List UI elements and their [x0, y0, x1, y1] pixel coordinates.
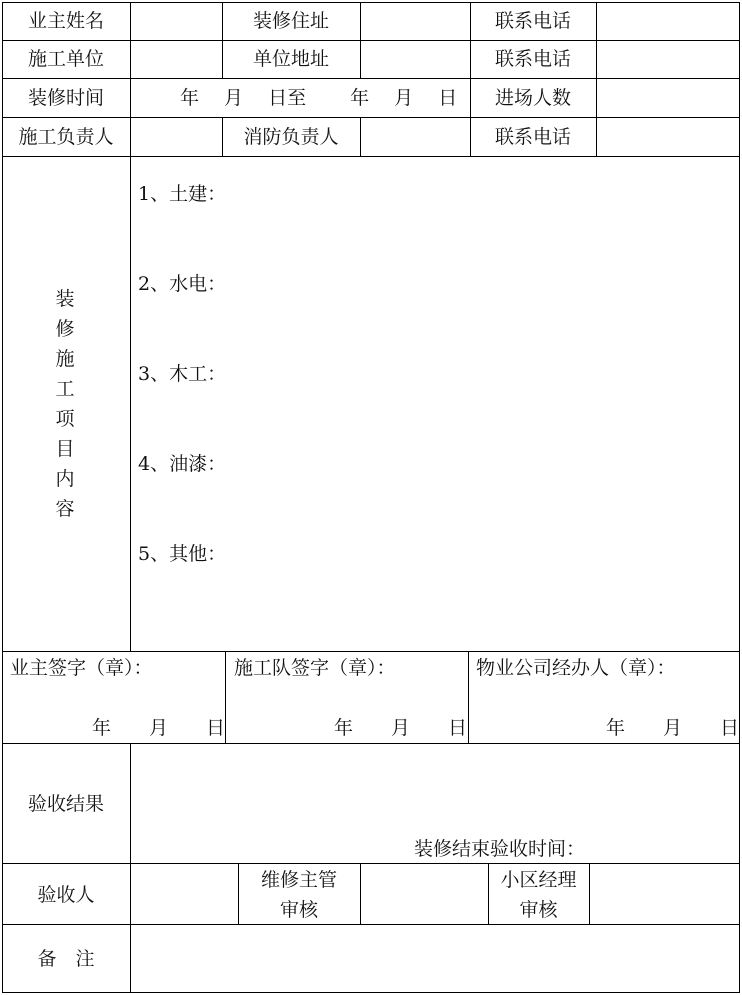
row-line	[2, 117, 740, 118]
row-line	[2, 156, 740, 157]
label-char: 装	[55, 288, 75, 310]
col-line	[360, 863, 361, 924]
row-line	[2, 651, 740, 652]
supervisor-review-line1: 维修主管	[260, 869, 337, 891]
row-line	[2, 863, 740, 864]
label-char: 容	[55, 498, 75, 520]
work-item-plumbing-electrical[interactable]: 2、水电：	[138, 273, 227, 295]
col-line	[589, 863, 590, 924]
col-line	[130, 2, 131, 78]
col-line	[468, 651, 469, 743]
col-line	[130, 743, 131, 992]
label-char: 项	[55, 408, 75, 430]
label-char: 工	[55, 378, 75, 400]
work-item-painting[interactable]: 4、油漆：	[138, 453, 227, 475]
work-item-civil[interactable]: 1、土建：	[138, 183, 227, 205]
col-line	[130, 156, 131, 651]
acceptance-result-label: 验收结果	[27, 793, 104, 815]
owner-name-label: 业主姓名	[27, 10, 104, 32]
owner-signature-label: 业主签字（章）：	[10, 657, 153, 679]
phone-label: 联系电话	[494, 48, 571, 70]
col-line	[130, 117, 131, 156]
label-char: 施	[55, 348, 75, 370]
col-line	[360, 2, 361, 78]
border-left	[2, 2, 3, 993]
row-line	[2, 40, 740, 41]
contractor-label: 施工单位	[27, 48, 104, 70]
work-item-carpentry[interactable]: 3、木工：	[138, 363, 227, 385]
col-line	[596, 2, 597, 156]
manager-review-line2: 审核	[519, 899, 558, 921]
remarks-label: 备 注	[37, 948, 95, 970]
row-line	[2, 924, 740, 925]
contractor-address-label: 单位地址	[252, 48, 329, 70]
border-top	[2, 2, 740, 3]
property-signature-date[interactable]: 年 月 日	[606, 717, 740, 739]
site-manager-label: 施工负责人	[18, 126, 114, 148]
acceptance-end-time-label: 装修结束验收时间：	[414, 838, 586, 860]
fire-safety-label: 消防负责人	[243, 126, 339, 148]
border-bottom	[2, 992, 740, 993]
property-signature-label: 物业公司经办人（章）：	[476, 657, 676, 679]
work-item-other[interactable]: 5、其他：	[138, 543, 227, 565]
phone-label: 联系电话	[494, 126, 571, 148]
team-signature-label: 施工队签字（章）：	[234, 657, 396, 679]
col-line	[360, 117, 361, 156]
work-items-label	[53, 284, 77, 524]
owner-signature-date[interactable]: 年 月 日	[92, 717, 226, 739]
row-line	[2, 743, 740, 744]
address-label: 装修住址	[252, 10, 329, 32]
supervisor-review-line2: 审核	[279, 899, 318, 921]
manager-review-line1: 小区经理	[500, 869, 577, 891]
inspector-label: 验收人	[37, 884, 95, 906]
renovation-period[interactable]: 年 月 日至 年 月 日	[180, 87, 458, 109]
renovation-time-label: 装修时间	[27, 87, 104, 109]
label-char: 目	[55, 438, 75, 460]
worker-count-label: 进场人数	[494, 87, 571, 109]
border-right	[739, 2, 740, 993]
label-char: 内	[55, 468, 75, 490]
row-line	[2, 78, 740, 79]
col-line	[130, 78, 131, 117]
team-signature-date[interactable]: 年 月 日	[334, 717, 468, 739]
label-char: 修	[55, 318, 75, 340]
col-line	[225, 651, 226, 743]
phone-label: 联系电话	[494, 10, 571, 32]
